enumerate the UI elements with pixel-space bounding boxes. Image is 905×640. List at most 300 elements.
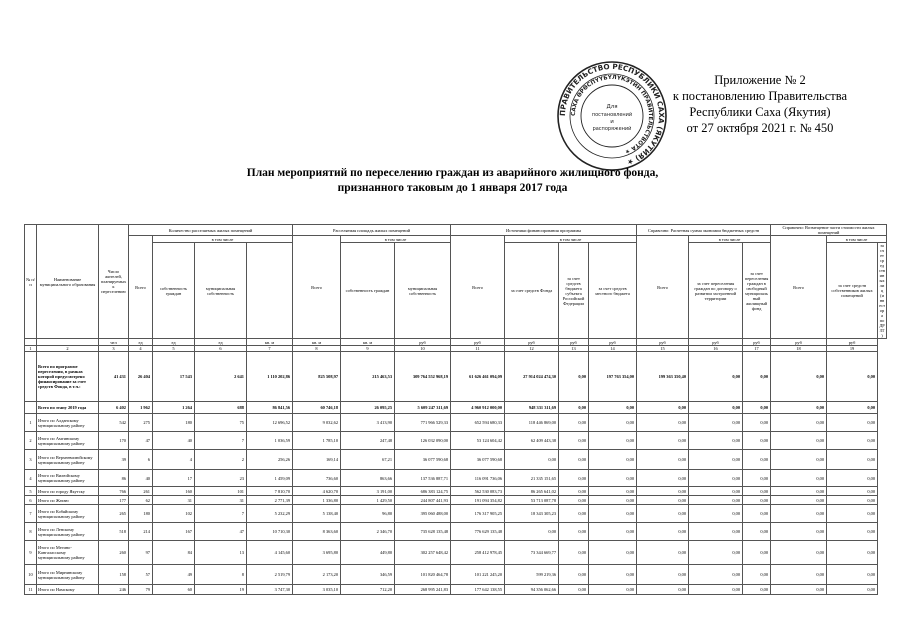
header-incl: в том числе (341, 236, 451, 243)
table-cell: 7 810,70 (247, 487, 293, 496)
table-cell: 4 (153, 450, 195, 470)
table-cell: 84 (153, 541, 195, 565)
table-cell: 0,00 (771, 585, 827, 595)
header-citizens-property: собственность граждан (153, 243, 195, 339)
table-cell: 0,00 (559, 432, 589, 450)
svg-text:САХА ӨРӨСПҮҮБҮЛҮКЭТИН ПРАВИТЕЛ: САХА ӨРӨСПҮҮБҮЛҮКЭТИН ПРАВИТЕЛЬСТВОТА ★ (570, 74, 654, 155)
table-cell: 0,00 (559, 496, 589, 505)
table-cell: 158 (99, 565, 129, 585)
table-cell: 0,00 (743, 541, 771, 565)
table-cell: 7 (25, 505, 37, 523)
table-cell: 652 594 680,33 (451, 414, 505, 432)
relocation-plan-table (24, 224, 887, 595)
table-cell: 0,00 (771, 487, 827, 496)
header-total: Всего (771, 236, 827, 339)
table-cell: руб (589, 339, 637, 346)
table-cell: 2 (195, 450, 247, 470)
table-cell: 5 (153, 346, 195, 352)
appendix-date: от 27 октября 2021 г. № 450 (686, 121, 834, 135)
table-cell: 18 343 305,23 (505, 505, 559, 523)
table-cell: Всего по этапу 2019 года (37, 402, 99, 414)
table-cell: 0,00 (827, 352, 878, 402)
table-cell: 199 363 350,40 (637, 352, 689, 402)
table-cell: 1 336,80 (293, 496, 341, 505)
table-cell: 258 412 978,45 (451, 541, 505, 565)
table-cell: руб (689, 339, 743, 346)
header-reference-economy: Справочно: Расчетная сумма экономии бюджетных средств (637, 225, 771, 236)
table-cell: 26 095,25 (341, 402, 395, 414)
table-cell: 0,00 (689, 505, 743, 523)
table-cell: 53 124 604,42 (451, 432, 505, 450)
table-cell: 39 (99, 450, 129, 470)
table-cell: 3 695,80 (293, 541, 341, 565)
table-cell: 0,00 (589, 414, 637, 432)
table-cell: 0,00 (689, 402, 743, 414)
table-cell: кв. м (341, 339, 395, 346)
table-cell: 1 (25, 346, 37, 352)
table-cell: 948 331 311,69 (505, 402, 559, 414)
header-people: Число жителей, планируемых к переселению (99, 225, 129, 339)
table-cell: 214 (129, 523, 153, 541)
table-cell: 0,00 (589, 565, 637, 585)
table-cell: 36 077 590,68 (395, 450, 451, 470)
table-row (25, 352, 887, 402)
table-cell: 86 841,56 (247, 402, 293, 414)
table-cell: 4 620,70 (293, 487, 341, 496)
table-cell: 13 (195, 541, 247, 565)
table-cell: 0,00 (827, 432, 878, 450)
table-cell: 0,00 (827, 505, 878, 523)
table-cell: 395 060 488,00 (395, 505, 451, 523)
table-cell: 2 771,39 (247, 496, 293, 505)
header-blank (247, 243, 293, 339)
table-row (25, 470, 887, 487)
table-cell: 0,00 (743, 585, 771, 595)
table-cell: 256,26 (247, 450, 293, 470)
table-cell: 0,00 (771, 432, 827, 450)
table-cell: 686 383 124,75 (395, 487, 451, 496)
table-cell: 0,00 (743, 496, 771, 505)
header-refund-2: за счет средств иных лиц (инвестора по ДРЗТ) (879, 243, 886, 338)
table-cell: 1 785,10 (293, 432, 341, 450)
table-cell: 1 962 (129, 402, 153, 414)
table-cell: 0,00 (505, 450, 559, 470)
table-cell: 5 138,40 (293, 505, 341, 523)
table-cell: 40 (153, 432, 195, 450)
table-cell: 3 413,90 (341, 414, 395, 432)
table-row (25, 432, 887, 450)
table-cell: 247,48 (341, 432, 395, 450)
table-cell: 599 219,36 (505, 565, 559, 585)
header-municipal-property: муниципальная собственность (395, 243, 451, 339)
table-cell: 0,00 (637, 505, 689, 523)
table-cell: 180 (129, 505, 153, 523)
table-cell: 735 628 135,48 (395, 523, 451, 541)
table-cell: 825 508,97 (293, 352, 341, 402)
table-cell: 137 536 887,71 (395, 470, 451, 487)
table-cell: 0,00 (743, 402, 771, 414)
table-cell: 86 (99, 470, 129, 487)
table-row (25, 585, 887, 595)
table-cell: 3 747,30 (247, 585, 293, 595)
table-cell: 0,00 (689, 487, 743, 496)
table-row (25, 414, 887, 432)
table-cell: 0,00 (827, 523, 878, 541)
table-cell: 6 (25, 496, 37, 505)
table-cell: 0,00 (637, 450, 689, 470)
table-cell: 275 (129, 414, 153, 432)
table-cell: 4 960 912 000,00 (451, 402, 505, 414)
table-cell: руб (637, 339, 689, 346)
table-cell: 17 (153, 470, 195, 487)
table-cell: 9 032,62 (293, 414, 341, 432)
table-cell: 75 (195, 414, 247, 432)
table-cell: 5 (25, 487, 37, 496)
table-cell: 0,00 (559, 352, 589, 402)
table-cell: 302 257 648,42 (395, 541, 451, 565)
table-cell: 0,00 (637, 402, 689, 414)
table-cell: 17 543 (153, 352, 195, 402)
table-cell: 0,00 (689, 585, 743, 595)
table-cell: 0,00 (771, 414, 827, 432)
table-cell: 0,00 (827, 402, 878, 414)
header-funding: Источники финансирования программы (451, 225, 637, 236)
table-cell: 0,00 (559, 565, 589, 585)
table-cell: 61 626 461 094,09 (451, 352, 505, 402)
table-cell: руб (827, 339, 878, 346)
table-cell: 8 (195, 565, 247, 585)
table-cell: 0,00 (743, 352, 771, 402)
table-row (25, 450, 887, 470)
table-cell: 31 (153, 496, 195, 505)
header-total: Всего (293, 236, 341, 339)
svg-text:и: и (610, 119, 614, 125)
table-cell: 0,00 (689, 496, 743, 505)
table-cell: 0,00 (771, 402, 827, 414)
table-cell: 0,00 (827, 565, 878, 585)
header-municipality: Наименование муниципального образования (37, 225, 99, 339)
units-row (25, 339, 887, 346)
table-cell: 2 519,79 (247, 565, 293, 585)
table-cell: 0,00 (689, 414, 743, 432)
table-cell: 7 (247, 346, 293, 352)
svg-text:ПРАВИТЕЛЬСТВО РЕСПУБЛИКИ САХА: ПРАВИТЕЛЬСТВО РЕСПУБЛИКИ САХА (ЯКУТИЯ) ★ (557, 61, 667, 168)
svg-text:постановлений: постановлений (591, 112, 633, 118)
table-cell: Итого по Амгинскому муниципальному району (37, 432, 99, 450)
svg-text:распоряжений: распоряжений (592, 126, 632, 132)
table-cell: 4 145,60 (247, 541, 293, 565)
table-cell: 1 110 202,86 (247, 352, 293, 402)
table-cell: Итого по Кобяйскому муниципальному району (37, 505, 99, 523)
table-cell: 36 077 590,68 (451, 450, 505, 470)
header-incl: в том числе (827, 236, 887, 243)
table-cell: 31 (195, 496, 247, 505)
table-cell: 776 629 135,48 (451, 523, 505, 541)
table-cell: 1 429,50 (341, 496, 395, 505)
table-cell: 542 (99, 414, 129, 432)
table-cell: 1 (25, 414, 37, 432)
header-total: Всего (637, 236, 689, 339)
table-cell: 0,00 (637, 541, 689, 565)
table-cell (37, 339, 99, 346)
table-cell: 1 036,59 (247, 432, 293, 450)
table-cell: 176 317 905,25 (451, 505, 505, 523)
table-cell: 18 (771, 346, 827, 352)
header-fund: за счет средств Фонда (505, 243, 559, 339)
table-cell: 0,00 (689, 541, 743, 565)
table-cell: 197 763 354,00 (589, 352, 637, 402)
header-no: № п/п (25, 225, 37, 339)
table-cell: 177 (99, 496, 129, 505)
table-cell: руб (771, 339, 827, 346)
table-cell: 261 (129, 487, 153, 496)
table-cell: ед (153, 339, 195, 346)
table-cell: 0,00 (559, 414, 589, 432)
table-cell: 0,00 (689, 432, 743, 450)
header-citizens-property: собственность граждан (341, 243, 395, 339)
table-cell: 0,00 (771, 541, 827, 565)
table-cell: 0,00 (589, 470, 637, 487)
table-cell: 49 (153, 565, 195, 585)
table-cell: 27 914 024 474,30 (505, 352, 559, 402)
table-cell: 60 (153, 585, 195, 595)
table-cell: 0,00 (589, 450, 637, 470)
table-cell: 0,00 (589, 496, 637, 505)
table-cell: 6 (195, 346, 247, 352)
header-refund-1: за счет средств собственников жилых помещений (827, 243, 878, 339)
table-cell: 7 (195, 505, 247, 523)
table-cell: Всего по программе переселения, в рамках которой предусмотрено финансирование за счет средств Фонда, в т.ч.: (37, 352, 99, 402)
table-cell: 10 (25, 565, 37, 585)
table-cell: руб (451, 339, 505, 346)
table-row (25, 505, 887, 523)
table-cell: 96,80 (341, 505, 395, 523)
table-cell: 180 (153, 414, 195, 432)
table-cell (25, 339, 37, 346)
header-reference-refund: Справочно: Возмещение части стоимости жилых помещений (771, 225, 887, 236)
table-cell: 0,00 (559, 585, 589, 595)
table-cell: 10 710,30 (247, 523, 293, 541)
table-cell: кв. м (247, 339, 293, 346)
table-cell: 0,00 (559, 505, 589, 523)
table-cell: 0,00 (559, 487, 589, 496)
table-cell: 0,00 (559, 541, 589, 565)
table-cell: ед (195, 339, 247, 346)
table-cell: 101 820 464,78 (395, 565, 451, 585)
table-cell: 86 265 641,02 (505, 487, 559, 496)
appendix-government: Республики Саха (Якутия) (689, 105, 831, 119)
table-cell: 0,00 (589, 402, 637, 414)
table-cell: 0,00 (827, 470, 878, 487)
table-cell: 0,00 (689, 565, 743, 585)
table-row (25, 402, 887, 414)
table-cell: 118 446 869,00 (505, 414, 559, 432)
table-cell: 0,00 (827, 450, 878, 470)
table-cell: 0,00 (589, 541, 637, 565)
table-cell: 6 (129, 450, 153, 470)
table-cell: 16 (689, 346, 743, 352)
table-cell: 0,00 (743, 414, 771, 432)
table-cell: 8 363,60 (293, 523, 341, 541)
table-cell: 771 966 529,33 (395, 414, 451, 432)
table-cell: 4 (25, 470, 37, 487)
table-cell: 160 (153, 487, 195, 496)
table-cell: 14 (589, 346, 637, 352)
table-cell: Итого по Алданскому муниципальному району (37, 414, 99, 432)
table-cell: 0,00 (827, 414, 878, 432)
table-cell: 346,59 (341, 565, 395, 585)
header-budget-local: за счет средств местного бюджета (589, 243, 637, 339)
table-cell: 0,00 (743, 523, 771, 541)
table-cell: 0,00 (589, 585, 637, 595)
table-cell: 13 (559, 346, 589, 352)
table-cell: 0,00 (559, 450, 589, 470)
table-body (25, 339, 887, 595)
table-cell: 2 173,20 (293, 565, 341, 585)
table-cell: 0,00 (827, 585, 878, 595)
table-cell: 9 (341, 346, 395, 352)
table-cell: 0,00 (771, 496, 827, 505)
table-cell: 0,00 (589, 487, 637, 496)
table-cell: 0,00 (637, 470, 689, 487)
table-cell: 0,00 (771, 523, 827, 541)
table-cell: 10 (395, 346, 451, 352)
table-cell: 177 642 138,55 (451, 585, 505, 595)
table-cell: 0,00 (689, 470, 743, 487)
table-cell: 170 (99, 432, 129, 450)
table-cell: 260 (99, 541, 129, 565)
table-cell: Итого по Вилюйскому муниципальному району (37, 470, 99, 487)
table-cell: Итого по Жатаю (37, 496, 99, 505)
table-cell: 0,00 (689, 352, 743, 402)
table-cell: 0,00 (559, 402, 589, 414)
table-cell: 1 264 (153, 402, 195, 414)
table-cell: руб (559, 339, 589, 346)
table-cell: Итого по городу Якутску (37, 487, 99, 496)
table-cell: 5 232,29 (247, 505, 293, 523)
table-row (25, 541, 887, 565)
table-cell: 17 (743, 346, 771, 352)
table-cell: Итого по Мегино-Кангаласскому муниципальному району (37, 541, 99, 565)
table-cell: 79 (129, 585, 153, 595)
table-cell: кв. м (293, 339, 341, 346)
table-cell: руб (743, 339, 771, 346)
table-cell: 62 409 443,38 (505, 432, 559, 450)
table-cell: 101 (195, 487, 247, 496)
appendix-block (650, 72, 870, 136)
table-cell: ед (129, 339, 153, 346)
table-cell: 0,00 (743, 432, 771, 450)
table-cell: 0,00 (743, 565, 771, 585)
table-cell: 57 (129, 565, 153, 585)
table-cell: 4 (129, 346, 153, 352)
table-cell: 246 (99, 585, 129, 595)
document-title (0, 166, 905, 196)
table-cell: 102 (153, 505, 195, 523)
table-cell: 0,00 (637, 414, 689, 432)
table-cell: 116 091 736,06 (451, 470, 505, 487)
table-cell: 11 (25, 585, 37, 595)
table-cell: 1 459,09 (247, 470, 293, 487)
table-cell: 5 609 247 311,69 (395, 402, 451, 414)
table-cell: 0,00 (559, 523, 589, 541)
table-cell: 19 (827, 346, 878, 352)
table-cell: 0,00 (637, 565, 689, 585)
header-incl: в том числе (505, 236, 637, 243)
table-cell: 47 (129, 432, 153, 450)
table-cell: 518 (99, 523, 129, 541)
table-cell: чел (99, 339, 129, 346)
table-cell: 67,21 (341, 450, 395, 470)
table-cell: 15 (637, 346, 689, 352)
table-cell: Итого по Ленскому муниципальному району (37, 523, 99, 541)
table-cell: 19 (195, 585, 247, 595)
table-cell: Итого по Верхневилюйскому муниципальному району (37, 450, 99, 470)
header-premises-count: Количество расселяемых жилых помещений (129, 225, 293, 236)
table-cell: 863,66 (341, 470, 395, 487)
table-cell: 2 (37, 346, 99, 352)
table-cell: 0,00 (559, 470, 589, 487)
table-cell: 3 (99, 346, 129, 352)
table-cell: 2 (25, 432, 37, 450)
table-cell: 3 191,00 (341, 487, 395, 496)
table-cell: 169,14 (293, 450, 341, 470)
header-budget-republic: за счет средств бюджета субъекта Российской Федерации (559, 243, 589, 339)
table-cell: 62 (129, 496, 153, 505)
table-cell: 167 (153, 523, 195, 541)
table-cell: 9 (25, 541, 37, 565)
table-row (25, 487, 887, 496)
header-municipal-property: муниципальная собственность (195, 243, 247, 339)
header-incl: в том числе (689, 236, 771, 243)
table-cell: 7 (195, 432, 247, 450)
table-cell: 12 696,52 (247, 414, 293, 432)
header-economy-1: за счет переселения граждан по договору о развитии застроенной территории (689, 243, 743, 339)
table-cell: 97 (129, 541, 153, 565)
table-cell: 0,00 (771, 470, 827, 487)
table-cell (25, 352, 37, 402)
table-cell: 0,00 (689, 450, 743, 470)
appendix-number: Приложение № 2 (714, 73, 806, 87)
appendix-resolution: к постановлению Правительства (672, 89, 848, 103)
table-cell: 766 (99, 487, 129, 496)
table-cell: 0,00 (637, 523, 689, 541)
table-cell: 449,80 (341, 541, 395, 565)
table-cell: 0,00 (827, 487, 878, 496)
table-cell: 8 (293, 346, 341, 352)
header-economy-2: за счет переселения граждан в свободный муниципальный жилищный фонд (743, 243, 771, 339)
table-cell (25, 402, 37, 414)
table-cell: 0,00 (743, 487, 771, 496)
title-line-1: План мероприятий по переселению граждан из аварийного жилищного фонда, (246, 167, 659, 179)
table-cell: 2 641 (195, 352, 247, 402)
header-incl: в том числе (153, 236, 293, 243)
table-cell: Итого по Мирнинскому муниципальному району (37, 565, 99, 585)
header-total: Всего (451, 236, 505, 339)
table-cell: 126 032 090,00 (395, 432, 451, 450)
table-cell: 0,00 (637, 432, 689, 450)
table-cell: 215 463,53 (341, 352, 395, 402)
table-cell: 736,60 (293, 470, 341, 487)
table-cell: 3 (25, 450, 37, 470)
table-cell: 0,00 (589, 505, 637, 523)
table-cell: 191 094 354,82 (451, 496, 505, 505)
table-cell: 688 (195, 402, 247, 414)
table-cell: 40 (129, 470, 153, 487)
table-cell: 0,00 (505, 523, 559, 541)
table-cell: 73 344 669,77 (505, 541, 559, 565)
table-cell: 12 (505, 346, 559, 352)
